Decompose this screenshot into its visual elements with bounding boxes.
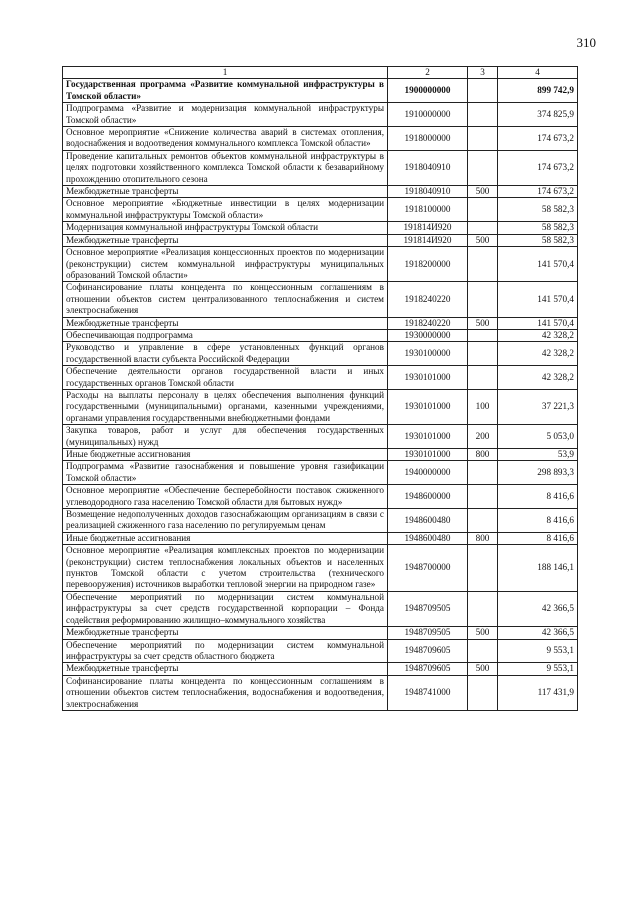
table-row <box>63 461 578 485</box>
row-sum-cell: 117 431,9 <box>498 675 578 710</box>
row-name-cell: Межбюджетные трансферты <box>63 627 388 639</box>
row-code-cell: 1948600480 <box>388 509 468 533</box>
row-code-cell: 1948709605 <box>388 639 468 663</box>
row-type-cell <box>468 591 498 626</box>
row-type-cell <box>468 366 498 390</box>
table-row <box>63 591 578 626</box>
table-row <box>63 532 578 544</box>
table-row <box>63 389 578 424</box>
table-row <box>63 234 578 246</box>
row-type-cell <box>468 342 498 366</box>
row-code-cell: 1930101000 <box>388 366 468 390</box>
row-code-cell: 1948709505 <box>388 627 468 639</box>
row-sum-cell: 53,9 <box>498 449 578 461</box>
row-type-cell <box>468 79 498 103</box>
row-code-cell: 191814И920 <box>388 222 468 234</box>
table-row <box>63 639 578 663</box>
row-sum-cell: 899 742,9 <box>498 79 578 103</box>
row-name-cell: Обеспечение деятельности органов государственной власти и иных государственных органов Томской области <box>63 366 388 390</box>
row-code-cell: 1948600000 <box>388 485 468 509</box>
row-type-cell <box>468 103 498 127</box>
table-row <box>63 282 578 317</box>
row-code-cell: 1948600480 <box>388 532 468 544</box>
row-name-cell: Софинансирование платы концедента по концессионным соглашениям в отношении объектов систем централизованного теплоснабжения и систем электроснабжения <box>63 282 388 317</box>
header-cell-type: 3 <box>468 67 498 79</box>
row-sum-cell: 42 328,2 <box>498 329 578 341</box>
row-sum-cell: 8 416,6 <box>498 509 578 533</box>
table-row <box>63 449 578 461</box>
row-sum-cell: 8 416,6 <box>498 532 578 544</box>
row-type-cell <box>468 127 498 151</box>
row-type-cell: 200 <box>468 425 498 449</box>
row-code-cell: 1948700000 <box>388 545 468 592</box>
table-row <box>63 485 578 509</box>
header-cell-name: 1 <box>63 67 388 79</box>
row-code-cell: 191814И920 <box>388 234 468 246</box>
row-name-cell: Возмещение недополученных доходов газоснабжающим организациям в связи с реализацией сжиженного газа населению по регулируемым ценам <box>63 509 388 533</box>
row-name-cell: Основное мероприятие «Бюджетные инвестиции в целях модернизации коммунальной инфраструктуры Томской области» <box>63 198 388 222</box>
row-name-cell: Межбюджетные трансферты <box>63 663 388 675</box>
table-header-row <box>63 67 578 79</box>
row-code-cell: 1930101000 <box>388 449 468 461</box>
row-name-cell: Расходы на выплаты персоналу в целях обеспечения выполнения функций государственными (муниципальными) органами, казенными учреждениями, органами управления государственными внебюджетными фондами <box>63 389 388 424</box>
row-sum-cell: 42 328,2 <box>498 342 578 366</box>
row-sum-cell: 42 366,5 <box>498 591 578 626</box>
row-sum-cell: 8 416,6 <box>498 485 578 509</box>
row-sum-cell: 37 221,3 <box>498 389 578 424</box>
row-type-cell: 800 <box>468 532 498 544</box>
table-row <box>63 545 578 592</box>
table-row <box>63 675 578 710</box>
row-name-cell: Софинансирование платы концедента по концессионным соглашениям в отношении объектов систем теплоснабжения, водоснабжения и водоотведения, электроснабжения <box>63 675 388 710</box>
table-row <box>63 317 578 329</box>
table-row <box>63 329 578 341</box>
row-sum-cell: 58 582,3 <box>498 222 578 234</box>
row-code-cell: 1930100000 <box>388 342 468 366</box>
row-sum-cell: 298 893,3 <box>498 461 578 485</box>
row-name-cell: Основное мероприятие «Обеспечение бесперебойности поставок сжиженного углеводородного газа населению Томской области для бытовых нужд» <box>63 485 388 509</box>
row-name-cell: Основное мероприятие «Реализация концессионных проектов по модернизации (реконструкции) систем коммунальной инфраструктуры муниципальных образований Томской области» <box>63 247 388 282</box>
row-type-cell <box>468 485 498 509</box>
table-row <box>63 366 578 390</box>
row-code-cell: 1948709505 <box>388 591 468 626</box>
row-sum-cell: 42 366,5 <box>498 627 578 639</box>
row-code-cell: 1910000000 <box>388 103 468 127</box>
row-name-cell: Проведение капитальных ремонтов объектов коммунальной инфраструктуры в целях подготовки хозяйственного комплекса Томской области к безаварийному прохождению отопительного сезона <box>63 150 388 185</box>
table-row <box>63 198 578 222</box>
table-row <box>63 186 578 198</box>
row-type-cell <box>468 545 498 592</box>
table-row <box>63 150 578 185</box>
row-name-cell: Подпрограмма «Развитие и модернизация коммунальной инфраструктуры Томской области» <box>63 103 388 127</box>
row-type-cell <box>468 509 498 533</box>
row-type-cell: 500 <box>468 186 498 198</box>
row-code-cell: 1930101000 <box>388 425 468 449</box>
row-sum-cell: 58 582,3 <box>498 198 578 222</box>
row-type-cell: 100 <box>468 389 498 424</box>
table-row <box>63 79 578 103</box>
row-sum-cell: 5 053,0 <box>498 425 578 449</box>
table-row <box>63 222 578 234</box>
row-name-cell: Обеспечение мероприятий по модернизации систем коммунальной инфраструктуры за счет средств государственной корпорации – Фонда содействия реформированию жилищно–коммунального хозяйства <box>63 591 388 626</box>
row-name-cell: Обеспечение мероприятий по модернизации систем коммунальной инфраструктуры за счет средств областного бюджета <box>63 639 388 663</box>
row-code-cell: 1918100000 <box>388 198 468 222</box>
row-type-cell <box>468 150 498 185</box>
row-type-cell <box>468 282 498 317</box>
row-name-cell: Основное мероприятие «Снижение количества аварий в системах отопления, водоснабжения и водоотведения коммунального комплекса Томской области» <box>63 127 388 151</box>
row-type-cell: 800 <box>468 449 498 461</box>
row-sum-cell: 174 673,2 <box>498 186 578 198</box>
row-sum-cell: 174 673,2 <box>498 127 578 151</box>
row-sum-cell: 58 582,3 <box>498 234 578 246</box>
row-type-cell <box>468 329 498 341</box>
row-code-cell: 1918000000 <box>388 127 468 151</box>
row-name-cell: Государственная программа «Развитие коммунальной инфраструктуры в Томской области» <box>63 79 388 103</box>
row-sum-cell: 141 570,4 <box>498 282 578 317</box>
row-code-cell: 1930000000 <box>388 329 468 341</box>
header-cell-code: 2 <box>388 67 468 79</box>
row-name-cell: Подпрограмма «Развитие газоснабжения и повышение уровня газификации Томской области» <box>63 461 388 485</box>
row-type-cell <box>468 198 498 222</box>
row-name-cell: Руководство и управление в сфере установленных функций органов государственной власти субъекта Российской Федерации <box>63 342 388 366</box>
row-code-cell: 1930101000 <box>388 389 468 424</box>
row-type-cell <box>468 247 498 282</box>
table-row <box>63 127 578 151</box>
row-code-cell: 1948709605 <box>388 663 468 675</box>
budget-table <box>62 66 578 711</box>
row-type-cell <box>468 222 498 234</box>
row-name-cell: Иные бюджетные ассигнования <box>63 449 388 461</box>
row-type-cell: 500 <box>468 317 498 329</box>
row-sum-cell: 9 553,1 <box>498 663 578 675</box>
table-row <box>63 627 578 639</box>
table-row <box>63 103 578 127</box>
row-name-cell: Межбюджетные трансферты <box>63 234 388 246</box>
row-code-cell: 1918200000 <box>388 247 468 282</box>
table-row <box>63 342 578 366</box>
row-sum-cell: 141 570,4 <box>498 247 578 282</box>
row-code-cell: 1918240220 <box>388 317 468 329</box>
row-name-cell: Закупка товаров, работ и услуг для обеспечения государственных (муниципальных) нужд <box>63 425 388 449</box>
table-row <box>63 663 578 675</box>
row-type-cell <box>468 461 498 485</box>
header-cell-sum: 4 <box>498 67 578 79</box>
row-sum-cell: 42 328,2 <box>498 366 578 390</box>
row-sum-cell: 374 825,9 <box>498 103 578 127</box>
row-type-cell <box>468 639 498 663</box>
row-name-cell: Иные бюджетные ассигнования <box>63 532 388 544</box>
budget-table-body <box>63 67 578 711</box>
row-code-cell: 1900000000 <box>388 79 468 103</box>
row-sum-cell: 141 570,4 <box>498 317 578 329</box>
row-type-cell <box>468 675 498 710</box>
row-name-cell: Обеспечивающая подпрограмма <box>63 329 388 341</box>
row-type-cell: 500 <box>468 234 498 246</box>
row-type-cell: 500 <box>468 627 498 639</box>
table-row <box>63 425 578 449</box>
row-code-cell: 1918240220 <box>388 282 468 317</box>
table-row <box>63 509 578 533</box>
row-sum-cell: 174 673,2 <box>498 150 578 185</box>
row-code-cell: 1948741000 <box>388 675 468 710</box>
row-code-cell: 1918040910 <box>388 186 468 198</box>
table-row <box>63 247 578 282</box>
row-name-cell: Межбюджетные трансферты <box>63 186 388 198</box>
row-name-cell: Межбюджетные трансферты <box>63 317 388 329</box>
row-code-cell: 1918040910 <box>388 150 468 185</box>
row-name-cell: Основное мероприятие «Реализация комплексных проектов по модернизации (реконструкции) систем теплоснабжения локальных объектов и населенных пунктов Томской области с учетом строительства (технического перевооружения) источников выработки тепловой энергии на природном газе» <box>63 545 388 592</box>
row-type-cell: 500 <box>468 663 498 675</box>
row-sum-cell: 188 146,1 <box>498 545 578 592</box>
page-number: 310 <box>576 35 596 50</box>
row-code-cell: 1940000000 <box>388 461 468 485</box>
row-sum-cell: 9 553,1 <box>498 639 578 663</box>
row-name-cell: Модернизация коммунальной инфраструктуры Томской области <box>63 222 388 234</box>
